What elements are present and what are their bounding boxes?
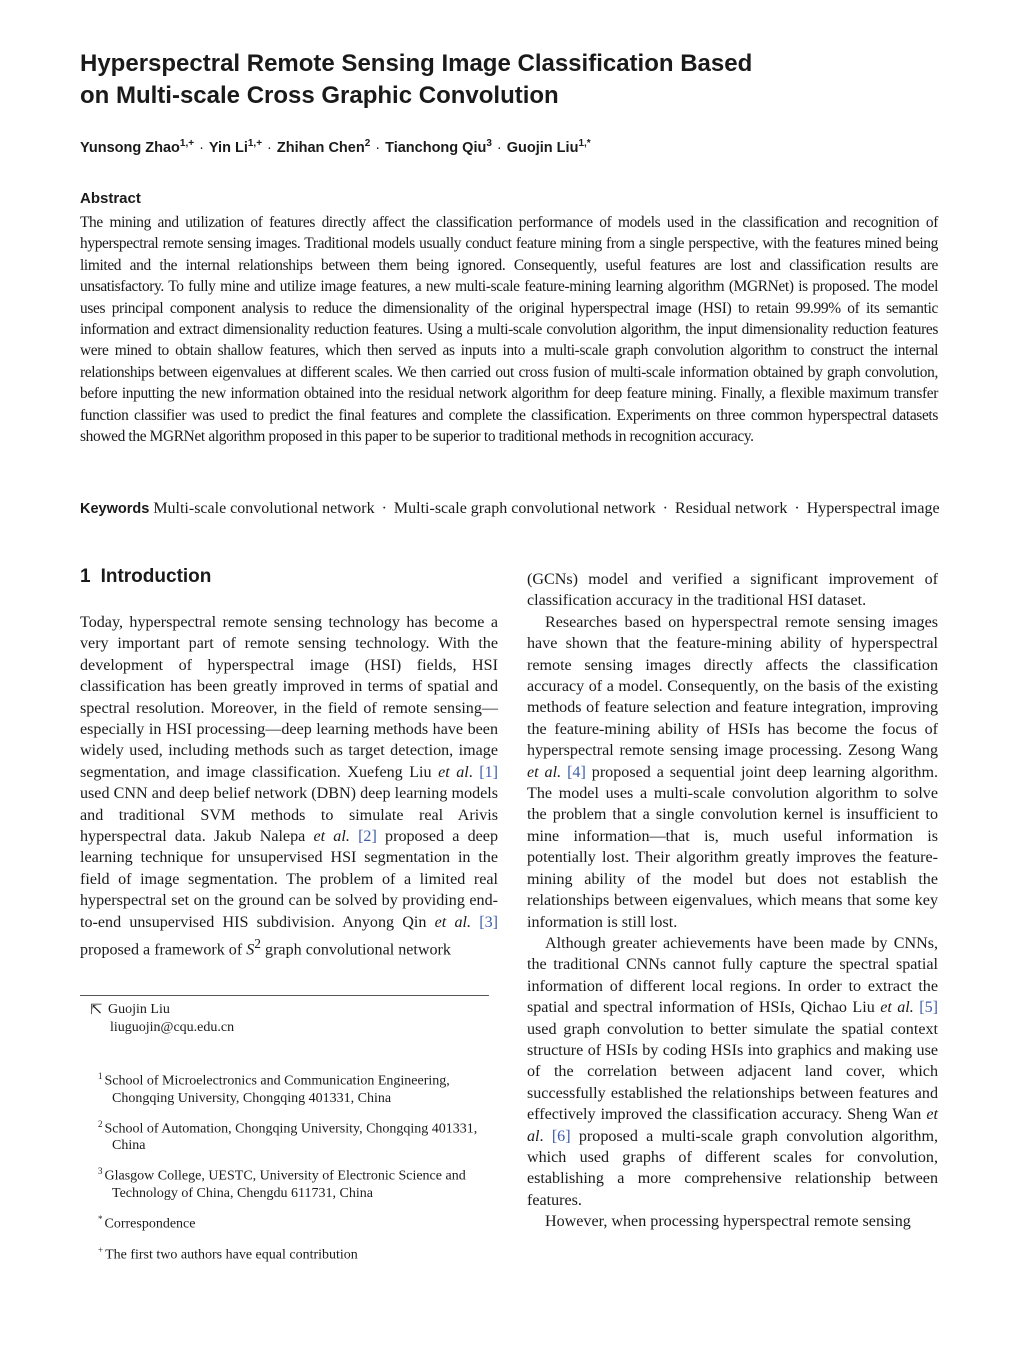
- correspondence-block: [90, 1001, 234, 1036]
- author-separator: ·: [267, 139, 272, 156]
- citation-link[interactable]: [3]: [479, 913, 498, 931]
- author: Zhihan Chen$^2$: [276, 138, 371, 156]
- author: Tianchong Qiu$^3$: [385, 138, 492, 156]
- envelope-arrow-icon: ⇱: [90, 1002, 103, 1018]
- keyword: Multi-scale convolutional network: [153, 500, 375, 517]
- author-separator: ·: [375, 139, 381, 156]
- keywords: Keywords Multi-scale convolutional network · Multi-scale graph convolutional network · Residual network · Hyperspectral image: [80, 500, 940, 517]
- title-line-2: on Multi-scale Cross Graphic Convolution: [80, 82, 559, 109]
- affiliations: [88, 1068, 498, 1272]
- abstract-text: The mining and utilization of features directly affect the classification performance of models used in the classification and recognition of hyperspectral remote sensing images. Traditional models usually conduct feature mining from a single perspective, with the features mined being limited and the internal relationships between them being ignored. Consequently, useful features are lost and classification results are unsatisfactory. To fully mine and utilize image features, a new multi-scale feature-mining learning algorithm (MGRNet) is proposed. The model uses principal component analysis to reduce the dimensionality of the original hyperspectral image (HSI) to retain 99.99% of its semantic information and extract dimensionality reduction features. Using a multi-scale convolution algorithm, the input dimensionality reduction features were mined to obtain shallow features, which then served as inputs into a multi-scale graph convolution algorithm to construct the internal relationships between eigenvalues at different scales. We then carried out cross fusion of multi-scale information obtained by graph convolution, before inputting the new information obtained into the residual network algorithm for deep feature mining. Finally, a flexible maximum transfer function classifier was used to predict the final features and complete the classification. Experiments on three common hyperspectral datasets showed the MGRNet algorithm proposed in this paper to be superior to traditional methods in recognition accuracy.: [80, 214, 938, 446]
- keyword: Residual network: [674, 500, 788, 517]
- affiliation-item: $^2$ School of Automation, Chongqing University, Chongqing 401331, China: [98, 1118, 478, 1154]
- author-list: [80, 138, 591, 156]
- citation-link[interactable]: [6]: [551, 1127, 571, 1145]
- left-column: [80, 612, 498, 961]
- corresponding-email[interactable]: liuguojin@cqu.edu.cn: [110, 1020, 235, 1035]
- author: Yin $Li^{1,+}$: [208, 138, 263, 156]
- author-separator: ·: [496, 139, 502, 156]
- citation-link[interactable]: [5]: [919, 999, 938, 1017]
- citation-link[interactable]: [1]: [479, 763, 499, 781]
- paper-title: [80, 48, 800, 112]
- footnote-divider: [80, 995, 489, 996]
- affiliation-item: $^3$ Glasgow College, UESTC, University of Electronic Science and Technology of China, Chengdu 611731, China: [98, 1166, 466, 1201]
- affiliation-item: $^1$ School of Microelectronics and Communication Engineering, Chongqing University, Chongqing 401331, China: [98, 1071, 450, 1106]
- affiliation-item: + The first two authors have equal contribution: [98, 1244, 358, 1263]
- citation-link[interactable]: [4]: [567, 763, 586, 781]
- abstract-heading: Abstract: [80, 190, 141, 207]
- keyword: Hyperspectral image: [806, 500, 940, 517]
- section-heading-introduction: 1 Introduction: [80, 566, 212, 587]
- author: Guojin Liu$^{1,*}$: [506, 138, 591, 156]
- intro-paragraph-4: However, when processing hyperspectral remote sensing: [545, 1213, 911, 1231]
- intro-paragraph-3: Although greater achievements have been made by CNNs, the traditional CNNs cannot fully capture the spectral spatial information of different local regions. In order to extract the spatial and spectral information of HSIs, Qichao Liu et al. [5] used graph convolution to better simulate the spatial context structure of HSIs by coding HSIs into graphics and making use of the correlation between adjacent land cover, which successfully established the relationships between features and effectively improved the classification accuracy. Sheng Wan et al. [6] proposed a multi-scale graph convolution algorithm, which used graphs of different scales for convolution, establishing a more comprehensive relationship between features.: [527, 934, 938, 1209]
- intro-paragraph-continued: (GCNs) model and verified a significant improvement of classification accuracy in the traditional HSI dataset.: [527, 571, 938, 610]
- right-column: [527, 569, 938, 1233]
- intro-paragraph-2: Researches based on hyperspectral remote sensing images have shown that the feature-mining ability of hyperspectral remote sensing images directly affects the classification accuracy of a model. Consequently, on the basis of the existing methods of feature selection and feature integration, improving the feature-mining ability of HSIs has become the focus of hyperspectral remote sensing image processing. Zesong Wang et al. [4] proposed a sequential joint deep learning algorithm. The model uses a multi-scale convolution algorithm to solve the problem that a single convolution kernel is insufficient to mine information—that is, much useful information is potentially lost. Their algorithm greatly improves the feature-mining ability of the model but does not establish the relationships between eigenvalues, which means that some key information is still lost.: [527, 613, 939, 931]
- author-separator: ·: [199, 139, 204, 156]
- affiliation-item: * Correspondence: [98, 1213, 196, 1232]
- citation-link[interactable]: [2]: [358, 828, 377, 846]
- keywords-label: Keywords: [80, 501, 150, 517]
- author: Yunsong Zhao$^{1,+}$: [80, 138, 195, 156]
- intro-paragraph-1: Today, hyperspectral remote sensing technology has become a very important part of remote sensing technology. With the development of hyperspectral image (HSI) fields, HSI classification has been greatly improved in terms of spatial and spectral resolution. Moreover, in the field of remote sensing—especially in HSI processing—deep learning methods have been widely used, including methods such as target detection, image segmentation, and image classification. Xuefeng Liu et al. [1] used CNN and deep belief network (DBN) deep learning models and traditional SVM methods to simulate real Arivis hyperspectral data. Jakub Nalepa et al. [2] proposed a deep learning technique for unsupervised HSI segmentation in the field of image segmentation. The problem of a limited real hyperspectral set on the ground can be solved by providing end-to-end unsupervised HIS subdivision. Anyong Qin et al. [3] proposed a framework of $S^2$ graph convolutional network: [80, 614, 499, 959]
- corresponding-author: Guojin Liu: [108, 1002, 170, 1017]
- title-line-1: Hyperspectral Remote Sensing Image Classification Based: [80, 50, 753, 77]
- keyword: Multi-scale graph convolutional network: [393, 500, 656, 517]
- math-symbol: S: [246, 941, 255, 959]
